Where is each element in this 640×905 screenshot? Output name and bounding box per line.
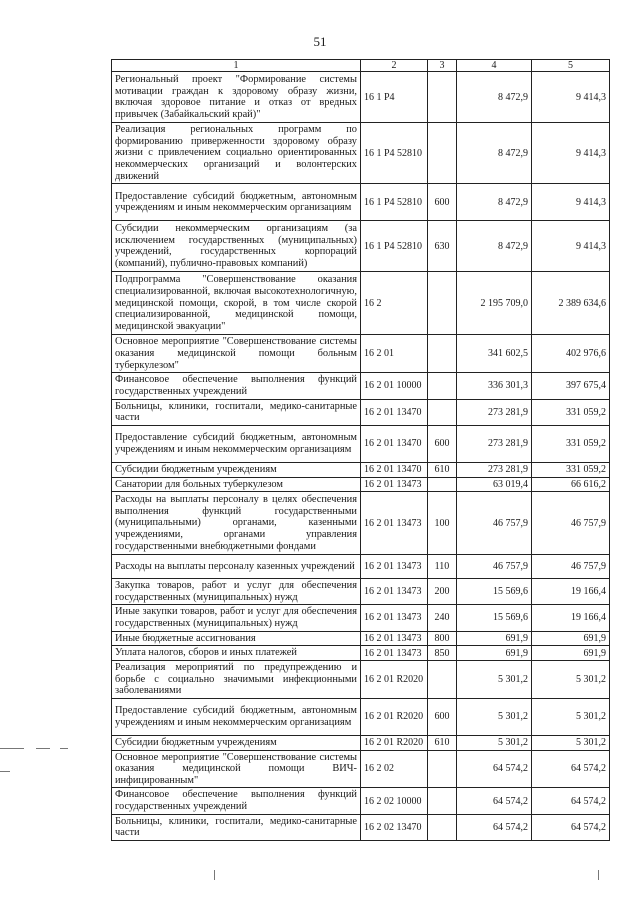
row-code: 16 2 01 13473	[361, 492, 428, 555]
scan-mark	[36, 748, 50, 749]
row-amount-1: 64 574,2	[457, 788, 532, 814]
row-code: 16 2 01 R2020	[361, 661, 428, 699]
row-code: 16 2 01 13473	[361, 555, 428, 579]
row-name: Закупка товаров, работ и услуг для обеспечения государственных (муниципальных) нужд	[112, 579, 361, 605]
row-code: 16 2 02 10000	[361, 788, 428, 814]
row-amount-2: 331 059,2	[532, 462, 610, 477]
row-code: 16 2 01 R2020	[361, 735, 428, 750]
row-expense-type: 850	[428, 646, 457, 661]
row-code: 16 2 01 13473	[361, 605, 428, 631]
row-amount-1: 15 569,6	[457, 579, 532, 605]
row-code: 16 1 P4 52810	[361, 184, 428, 221]
row-name: Субсидии бюджетным учреждениям	[112, 735, 361, 750]
row-code: 16 2 01 10000	[361, 373, 428, 399]
row-expense-type: 110	[428, 555, 457, 579]
table-row	[112, 788, 610, 814]
row-amount-2: 9 414,3	[532, 184, 610, 221]
row-code: 16 1 P4	[361, 72, 428, 123]
row-amount-2: 19 166,4	[532, 579, 610, 605]
table-row	[112, 605, 610, 631]
row-amount-1: 63 019,4	[457, 477, 532, 492]
row-name: Предоставление субсидий бюджетным, автономным учреждениям и иным некоммерческим организациям	[112, 425, 361, 462]
table-header-row	[112, 60, 610, 72]
row-expense-type	[428, 72, 457, 123]
row-expense-type: 100	[428, 492, 457, 555]
table-row	[112, 272, 610, 335]
row-amount-2: 331 059,2	[532, 399, 610, 425]
row-name: Расходы на выплаты персоналу в целях обеспечения выполнения функций государственными (муниципальными) органами, казенными учреждениями, органами управления государственными внебюджетными фондами	[112, 492, 361, 555]
row-amount-2: 2 389 634,6	[532, 272, 610, 335]
row-name: Реализация региональных программ по формированию приверженности здоровому образу жизни с привлечением социально ориентированных некоммерческих организаций и волонтерских движений	[112, 123, 361, 184]
row-code: 16 2 01 R2020	[361, 698, 428, 735]
row-amount-1: 5 301,2	[457, 735, 532, 750]
row-expense-type: 610	[428, 462, 457, 477]
row-amount-1: 341 602,5	[457, 335, 532, 373]
row-code: 16 1 P4 52810	[361, 221, 428, 272]
row-name: Больницы, клиники, госпитали, медико-санитарные части	[112, 399, 361, 425]
row-expense-type: 600	[428, 184, 457, 221]
row-expense-type	[428, 335, 457, 373]
row-expense-type	[428, 373, 457, 399]
row-name: Субсидии некоммерческим организациям (за исключением государственных (муниципальных) учреждений, государственных корпораций (компаний), публично-правовых компаний)	[112, 221, 361, 272]
row-code: 16 2 01 13473	[361, 631, 428, 646]
row-amount-2: 402 976,6	[532, 335, 610, 373]
row-amount-1: 273 281,9	[457, 425, 532, 462]
row-name: Основное мероприятие "Совершенствование системы оказания медицинской помощи ВИЧ-инфицированным"	[112, 750, 361, 788]
table-body	[112, 72, 610, 841]
row-name: Подпрограмма "Совершенствование оказания специализированной, включая высокотехнологичную, медицинской помощи, скорой, в том числе скорой специализированной, медицинской помощи, медицинской эвакуации"	[112, 272, 361, 335]
row-amount-1: 691,9	[457, 646, 532, 661]
row-amount-1: 336 301,3	[457, 373, 532, 399]
row-expense-type	[428, 272, 457, 335]
table-row	[112, 646, 610, 661]
row-amount-1: 64 574,2	[457, 750, 532, 788]
row-name: Основное мероприятие "Совершенствование системы оказания медицинской помощи больным туберкулезом"	[112, 335, 361, 373]
row-amount-2: 397 675,4	[532, 373, 610, 399]
row-expense-type	[428, 788, 457, 814]
col-header-expense-type: 3	[428, 60, 457, 72]
scan-mark	[0, 748, 24, 749]
col-header-amount-1: 4	[457, 60, 532, 72]
row-name: Предоставление субсидий бюджетным, автономным учреждениям и иным некоммерческим организациям	[112, 698, 361, 735]
row-code: 16 2 01	[361, 335, 428, 373]
scan-mark	[214, 870, 215, 880]
row-expense-type	[428, 399, 457, 425]
row-expense-type	[428, 750, 457, 788]
row-amount-2: 66 616,2	[532, 477, 610, 492]
table-row	[112, 399, 610, 425]
row-name: Предоставление субсидий бюджетным, автономным учреждениям и иным некоммерческим организациям	[112, 184, 361, 221]
row-code: 16 2 02 13470	[361, 814, 428, 840]
row-expense-type	[428, 123, 457, 184]
row-expense-type: 240	[428, 605, 457, 631]
row-code: 16 2 02	[361, 750, 428, 788]
col-header-name: 1	[112, 60, 361, 72]
row-amount-2: 691,9	[532, 631, 610, 646]
table-row	[112, 425, 610, 462]
row-expense-type: 200	[428, 579, 457, 605]
row-expense-type: 800	[428, 631, 457, 646]
row-amount-1: 273 281,9	[457, 399, 532, 425]
row-expense-type: 600	[428, 425, 457, 462]
row-amount-2: 5 301,2	[532, 735, 610, 750]
row-amount-2: 19 166,4	[532, 605, 610, 631]
table-row	[112, 335, 610, 373]
row-expense-type: 610	[428, 735, 457, 750]
row-amount-2: 5 301,2	[532, 661, 610, 699]
row-code: 16 2	[361, 272, 428, 335]
row-amount-1: 46 757,9	[457, 555, 532, 579]
row-amount-1: 2 195 709,0	[457, 272, 532, 335]
row-amount-1: 8 472,9	[457, 72, 532, 123]
row-amount-1: 8 472,9	[457, 123, 532, 184]
row-name: Реализация мероприятий по предупреждению и борьбе с социально значимыми инфекционными заболеваниями	[112, 661, 361, 699]
row-amount-2: 691,9	[532, 646, 610, 661]
row-expense-type: 600	[428, 698, 457, 735]
row-code: 16 2 01 13473	[361, 579, 428, 605]
row-expense-type	[428, 661, 457, 699]
row-name: Финансовое обеспечение выполнения функций государственных учреждений	[112, 373, 361, 399]
table-row	[112, 477, 610, 492]
row-expense-type	[428, 477, 457, 492]
table-row	[112, 123, 610, 184]
row-amount-2: 9 414,3	[532, 72, 610, 123]
row-amount-1: 5 301,2	[457, 661, 532, 699]
budget-table	[111, 59, 610, 841]
table-row	[112, 462, 610, 477]
col-header-amount-2: 5	[532, 60, 610, 72]
table-row	[112, 631, 610, 646]
row-name: Расходы на выплаты персоналу казенных учреждений	[112, 555, 361, 579]
table-row	[112, 555, 610, 579]
page-number: 51	[313, 34, 327, 49]
table-row	[112, 698, 610, 735]
table-row	[112, 72, 610, 123]
row-amount-2: 46 757,9	[532, 492, 610, 555]
row-code: 16 2 01 13473	[361, 477, 428, 492]
row-name: Санатории для больных туберкулезом	[112, 477, 361, 492]
row-amount-1: 46 757,9	[457, 492, 532, 555]
row-amount-2: 46 757,9	[532, 555, 610, 579]
row-expense-type	[428, 814, 457, 840]
scan-mark	[598, 870, 599, 880]
scan-mark	[0, 771, 10, 772]
row-amount-2: 9 414,3	[532, 221, 610, 272]
table-row	[112, 221, 610, 272]
row-amount-1: 5 301,2	[457, 698, 532, 735]
table-row	[112, 184, 610, 221]
row-amount-2: 5 301,2	[532, 698, 610, 735]
row-amount-2: 9 414,3	[532, 123, 610, 184]
row-code: 16 2 01 13470	[361, 399, 428, 425]
table-row	[112, 579, 610, 605]
row-amount-2: 64 574,2	[532, 788, 610, 814]
row-amount-1: 691,9	[457, 631, 532, 646]
table-row	[112, 661, 610, 699]
table-row	[112, 373, 610, 399]
row-name: Иные закупки товаров, работ и услуг для обеспечения государственных (муниципальных) нужд	[112, 605, 361, 631]
row-code: 16 2 01 13473	[361, 646, 428, 661]
row-name: Субсидии бюджетным учреждениям	[112, 462, 361, 477]
scan-mark	[60, 748, 68, 749]
row-name: Иные бюджетные ассигнования	[112, 631, 361, 646]
row-amount-1: 8 472,9	[457, 221, 532, 272]
row-amount-1: 273 281,9	[457, 462, 532, 477]
row-amount-2: 64 574,2	[532, 750, 610, 788]
table-row	[112, 750, 610, 788]
row-expense-type: 630	[428, 221, 457, 272]
row-code: 16 1 P4 52810	[361, 123, 428, 184]
row-amount-1: 64 574,2	[457, 814, 532, 840]
row-amount-1: 8 472,9	[457, 184, 532, 221]
row-amount-2: 64 574,2	[532, 814, 610, 840]
table-row	[112, 492, 610, 555]
row-code: 16 2 01 13470	[361, 462, 428, 477]
row-name: Региональный проект "Формирование системы мотивации граждан к здоровому образу жизни, включая здоровое питание и отказ от вредных привычек (Забайкальский край)"	[112, 72, 361, 123]
col-header-code: 2	[361, 60, 428, 72]
table-row	[112, 814, 610, 840]
table-row	[112, 735, 610, 750]
row-code: 16 2 01 13470	[361, 425, 428, 462]
row-amount-1: 15 569,6	[457, 605, 532, 631]
row-amount-2: 331 059,2	[532, 425, 610, 462]
row-name: Финансовое обеспечение выполнения функций государственных учреждений	[112, 788, 361, 814]
row-name: Больницы, клиники, госпитали, медико-санитарные части	[112, 814, 361, 840]
row-name: Уплата налогов, сборов и иных платежей	[112, 646, 361, 661]
